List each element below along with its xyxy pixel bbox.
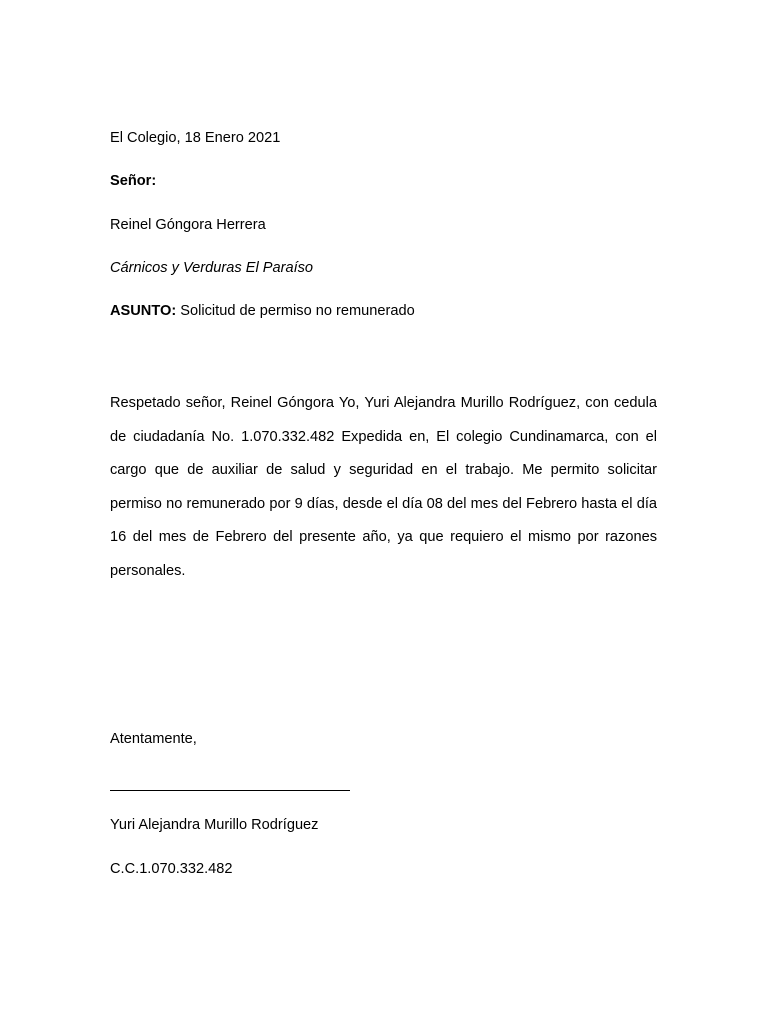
recipient-name: Reinel Góngora Herrera <box>110 217 266 233</box>
closing: Atentamente, <box>110 731 197 747</box>
subject-text: Solicitud de permiso no remunerado <box>176 303 415 319</box>
place-date: El Colegio, 18 Enero 2021 <box>110 130 281 146</box>
subject-label: ASUNTO: <box>110 303 177 319</box>
recipient-company: Cárnicos y Verduras El Paraíso <box>110 260 314 276</box>
signature-line <box>110 790 350 791</box>
signature-name: Yuri Alejandra Murillo Rodríguez <box>110 817 319 833</box>
letter-body: Respetado señor, Reinel Góngora Yo, Yuri Alejandra Murillo Rodríguez, con cedula de ciudadanía No. 1.070.332.482 Expedida en, El colegio Cundinamarca, con el cargo que de auxiliar de salud y seguridad en el trabajo. Me permito solicitar permiso no remunerado por 9 días, desde el día 08 del mes del Febrero hasta el día 16 del mes de Febrero del presente año, ya que requiero el mismo por razones personales. <box>110 395 657 579</box>
subject-line <box>110 302 415 320</box>
salutation-title: Señor: <box>110 173 157 189</box>
signature-id: C.C.1.070.332.482 <box>110 861 233 877</box>
